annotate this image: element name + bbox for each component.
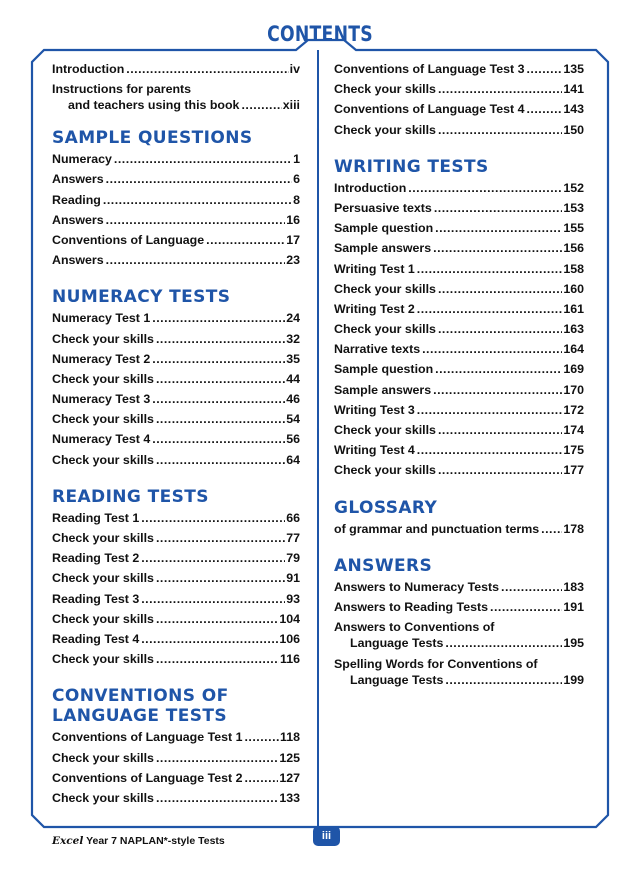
dot-leader [445, 636, 562, 651]
contents-entry[interactable] [52, 632, 300, 652]
entry-title: Reading Test 4 [52, 631, 140, 646]
entry-title: Check your skills [334, 322, 436, 337]
contents-entry[interactable] [334, 123, 584, 143]
entry-page-number: 191 [563, 599, 584, 614]
entry-title: Answers [52, 212, 104, 227]
dot-leader [501, 580, 562, 595]
contents-entry[interactable] [52, 511, 300, 531]
entry-page-number: xiii [282, 98, 300, 113]
contents-entry[interactable] [52, 82, 300, 114]
entry-title: Introduction [52, 62, 125, 76]
entry-title: Writing Test 2 [334, 301, 415, 316]
dot-leader [244, 771, 278, 786]
entry-page-number: 152 [563, 180, 584, 195]
dot-leader [126, 62, 288, 77]
entry-page-number: 46 [286, 392, 300, 407]
entry-page-number: 135 [563, 62, 584, 76]
contents-entry[interactable] [334, 383, 584, 403]
entry-page-number: 158 [563, 261, 584, 276]
entry-page-number: 93 [286, 591, 300, 606]
contents-entry[interactable] [52, 62, 300, 82]
entry-page-number: 56 [286, 432, 300, 447]
dot-leader [541, 522, 562, 537]
entry-title: Conventions of Language Test 3 [334, 62, 525, 76]
entry-title: Check your skills [334, 122, 436, 137]
entry-page-number: 183 [563, 579, 584, 594]
entry-page-number: 133 [279, 790, 300, 805]
entry-page-number: 64 [286, 452, 300, 467]
contents-entry[interactable] [52, 412, 300, 432]
entry-page-number: 8 [293, 192, 300, 207]
contents-entry[interactable] [334, 443, 584, 463]
contents-entry[interactable] [52, 751, 300, 771]
entry-title: Check your skills [52, 611, 154, 626]
entry-page-number: 178 [563, 521, 584, 536]
entry-page-number: 17 [286, 232, 300, 247]
dot-leader [445, 673, 562, 688]
dot-leader [152, 352, 285, 367]
entry-title: Sample question [334, 221, 434, 236]
entry-title: Check your skills [52, 750, 154, 765]
contents-entry[interactable] [334, 221, 584, 241]
entry-title: Check your skills [52, 571, 154, 586]
dot-leader [434, 201, 563, 216]
entry-page-number: 125 [279, 750, 300, 765]
dot-leader [438, 123, 562, 138]
entry-title: Numeracy Test 3 [52, 392, 151, 407]
contents-entry[interactable] [52, 531, 300, 551]
dot-leader [241, 98, 281, 113]
entry-page-number: 1 [293, 152, 300, 167]
dot-leader [114, 152, 292, 167]
dot-leader [417, 262, 563, 277]
brand-logo-text: Excel [52, 835, 84, 847]
entry-title: Reading Test 2 [52, 551, 140, 566]
entry-title: Sample question [334, 362, 434, 377]
dot-leader [156, 571, 285, 586]
entry-page-number: 118 [280, 730, 300, 745]
dot-leader [156, 652, 279, 667]
entry-title: Check your skills [52, 371, 154, 386]
dot-leader [141, 592, 285, 607]
entry-page-number: 164 [563, 342, 584, 357]
dot-leader [152, 311, 285, 326]
entry-title: Check your skills [52, 652, 154, 667]
entry-title: Reading Test 1 [52, 510, 140, 525]
contents-entry[interactable] [52, 311, 300, 331]
entry-title: Sample answers [334, 382, 432, 397]
entry-title: Check your skills [52, 531, 154, 545]
contents-entry[interactable] [334, 241, 584, 261]
contents-entry[interactable] [334, 201, 584, 221]
dot-leader [435, 362, 562, 377]
entry-page-number: 6 [293, 172, 300, 187]
section-heading: GLOSSARY [334, 497, 438, 518]
contents-entry[interactable] [52, 791, 300, 811]
dot-leader [156, 612, 278, 627]
entry-page-number: 106 [279, 631, 300, 646]
entry-page-number: 160 [563, 281, 584, 296]
dot-leader [417, 443, 563, 458]
entry-title: Check your skills [334, 82, 436, 97]
contents-entry[interactable] [334, 620, 584, 652]
dot-leader [156, 791, 278, 806]
entry-title: Check your skills [52, 790, 154, 805]
contents-entry[interactable] [52, 612, 300, 632]
dot-leader [156, 751, 278, 766]
entry-page-number: 16 [286, 212, 300, 227]
entry-title: Check your skills [52, 412, 154, 427]
dot-leader [103, 193, 292, 208]
contents-entry[interactable] [334, 362, 584, 382]
entry-title: Writing Test 3 [334, 402, 415, 417]
dot-leader [438, 82, 562, 97]
contents-entry[interactable] [334, 463, 584, 483]
contents-left-column [52, 62, 300, 811]
entry-page-number: 77 [286, 531, 300, 545]
contents-entry[interactable] [334, 580, 584, 600]
entry-title: Conventions of Language Test 1 [52, 730, 243, 745]
entry-page-number: iv [289, 62, 300, 76]
dot-leader [156, 332, 285, 347]
entry-page-number: 195 [563, 636, 584, 651]
entry-page-number: 169 [563, 362, 584, 377]
section-heading: READING TESTS [52, 486, 209, 507]
entry-title: Conventions of Language Test 4 [334, 102, 525, 117]
contents-entry[interactable] [52, 730, 300, 750]
entry-title: Numeracy Test 2 [52, 351, 151, 366]
dot-leader [206, 233, 285, 248]
section-heading: CONVENTIONS OF LANGUAGE TESTS [52, 686, 229, 727]
entry-page-number: 24 [286, 311, 300, 326]
entry-title: Narrative texts [334, 342, 421, 357]
entry-page-number: 66 [286, 510, 300, 525]
contents-entry[interactable] [334, 302, 584, 322]
contents-entry[interactable] [334, 423, 584, 443]
entry-page-number: 177 [563, 463, 584, 478]
dot-leader [106, 172, 292, 187]
entry-title: Introduction [334, 180, 407, 195]
entry-title: Check your skills [52, 452, 154, 467]
contents-entry[interactable] [52, 392, 300, 412]
entry-page-number: 150 [563, 122, 584, 137]
entry-page-number: 172 [563, 402, 584, 417]
contents-entry[interactable] [334, 657, 584, 689]
contents-entry[interactable] [334, 342, 584, 362]
entry-title-line2: Language Tests [350, 673, 444, 688]
entry-page-number: 104 [279, 611, 300, 626]
entry-page-number: 44 [286, 371, 300, 386]
entry-title: Numeracy [52, 152, 112, 167]
page-number-badge: iii [313, 826, 340, 846]
contents-entry[interactable] [334, 62, 584, 82]
section-heading: SAMPLE QUESTIONS [52, 128, 253, 149]
entry-title-line1: Instructions for parents [52, 82, 192, 97]
entry-title: Check your skills [52, 331, 154, 346]
dot-leader [438, 463, 562, 478]
contents-entry[interactable] [52, 352, 300, 372]
contents-entry[interactable] [52, 253, 300, 273]
dot-leader [417, 403, 563, 418]
entry-page-number: 54 [286, 412, 300, 427]
section-heading: WRITING TESTS [334, 156, 489, 177]
entry-title-line1: Spelling Words for Conventions of [334, 657, 538, 672]
dot-leader [152, 392, 285, 407]
entry-title: Writing Test 1 [334, 261, 415, 276]
contents-entry[interactable] [52, 453, 300, 473]
contents-entry[interactable] [334, 181, 584, 201]
dot-leader [156, 412, 285, 427]
contents-entry[interactable] [334, 522, 584, 542]
entry-title: Numeracy Test 4 [52, 432, 151, 447]
entry-title: Check your skills [334, 281, 436, 296]
contents-entry[interactable] [334, 102, 584, 122]
entry-page-number: 155 [563, 221, 584, 236]
entry-page-number: 143 [563, 102, 584, 117]
contents-right-column [334, 62, 584, 694]
footer-brand [52, 835, 225, 847]
entry-title: Conventions of Language [52, 232, 205, 247]
entry-title: of grammar and punctuation terms [334, 521, 540, 536]
contents-entry[interactable] [52, 332, 300, 352]
contents-entry[interactable] [52, 771, 300, 791]
entry-title: Conventions of Language Test 2 [52, 770, 243, 785]
contents-entry[interactable] [334, 600, 584, 620]
entry-title: Persuasive texts [334, 200, 432, 215]
entry-page-number: 163 [563, 322, 584, 337]
dot-leader [106, 213, 286, 228]
dot-leader [141, 632, 278, 647]
entry-title: Check your skills [334, 463, 436, 478]
entry-page-number: 161 [563, 301, 584, 316]
entry-page-number: 175 [563, 443, 584, 458]
entry-page-number: 174 [563, 423, 584, 437]
book-subtitle: Year 7 NAPLAN*-style Tests [86, 835, 225, 847]
dot-leader [141, 551, 285, 566]
section-heading: ANSWERS [334, 555, 433, 576]
entry-title: Numeracy Test 1 [52, 311, 151, 326]
entry-page-number: 199 [563, 673, 584, 688]
dot-leader [156, 453, 285, 468]
contents-entry[interactable] [334, 322, 584, 342]
entry-title: Sample answers [334, 241, 432, 256]
contents-entry[interactable] [52, 571, 300, 591]
dot-leader [526, 62, 562, 77]
entry-page-number: 79 [286, 551, 300, 566]
dot-leader [438, 423, 562, 438]
contents-entry[interactable] [334, 403, 584, 423]
contents-entry[interactable] [334, 82, 584, 102]
entry-page-number: 91 [286, 571, 300, 586]
entry-title-line2: and teachers using this book [68, 98, 240, 113]
entry-title: Answers to Numeracy Tests [334, 579, 500, 594]
contents-entry[interactable] [52, 551, 300, 571]
contents-entry[interactable] [52, 233, 300, 253]
dot-leader [106, 253, 286, 268]
entry-title: Writing Test 4 [334, 443, 415, 458]
contents-entry[interactable] [52, 432, 300, 452]
dot-leader [526, 102, 562, 117]
entry-page-number: 32 [286, 331, 300, 346]
entry-page-number: 141 [563, 82, 584, 97]
entry-page-number: 116 [280, 652, 300, 667]
entry-page-number: 153 [563, 200, 584, 215]
dot-leader [490, 600, 562, 615]
contents-entry[interactable] [334, 282, 584, 302]
page-title: CONTENTS [267, 22, 373, 46]
contents-entry[interactable] [52, 193, 300, 213]
entry-page-number: 156 [563, 241, 584, 256]
dot-leader [433, 383, 562, 398]
entry-title: Reading Test 3 [52, 591, 140, 606]
dot-leader [156, 372, 285, 387]
entry-page-number: 23 [286, 253, 300, 268]
contents-entry[interactable] [52, 652, 300, 672]
contents-entry[interactable] [52, 372, 300, 392]
dot-leader [244, 730, 279, 745]
dot-leader [435, 221, 562, 236]
dot-leader [422, 342, 562, 357]
dot-leader [141, 511, 285, 526]
entry-title-line1: Answers to Conventions of [334, 620, 495, 635]
dot-leader [433, 241, 562, 256]
dot-leader [417, 302, 563, 317]
contents-entry[interactable] [52, 592, 300, 612]
entry-title-line2: Language Tests [350, 636, 444, 651]
contents-entry[interactable] [52, 152, 300, 172]
dot-leader [408, 181, 562, 196]
dot-leader [156, 531, 285, 546]
dot-leader [438, 322, 562, 337]
contents-entry[interactable] [52, 213, 300, 233]
contents-entry[interactable] [334, 262, 584, 282]
entry-page-number: 127 [279, 770, 300, 785]
entry-title: Reading [52, 192, 101, 207]
entry-title: Answers [52, 172, 104, 187]
section-heading: NUMERACY TESTS [52, 287, 231, 308]
dot-leader [438, 282, 562, 297]
entry-title: Answers to Reading Tests [334, 599, 488, 614]
entry-page-number: 35 [286, 351, 300, 366]
entry-title: Answers [52, 253, 104, 268]
entry-title: Check your skills [334, 423, 436, 437]
contents-entry[interactable] [52, 172, 300, 192]
dot-leader [152, 432, 285, 447]
entry-page-number: 170 [563, 382, 584, 397]
